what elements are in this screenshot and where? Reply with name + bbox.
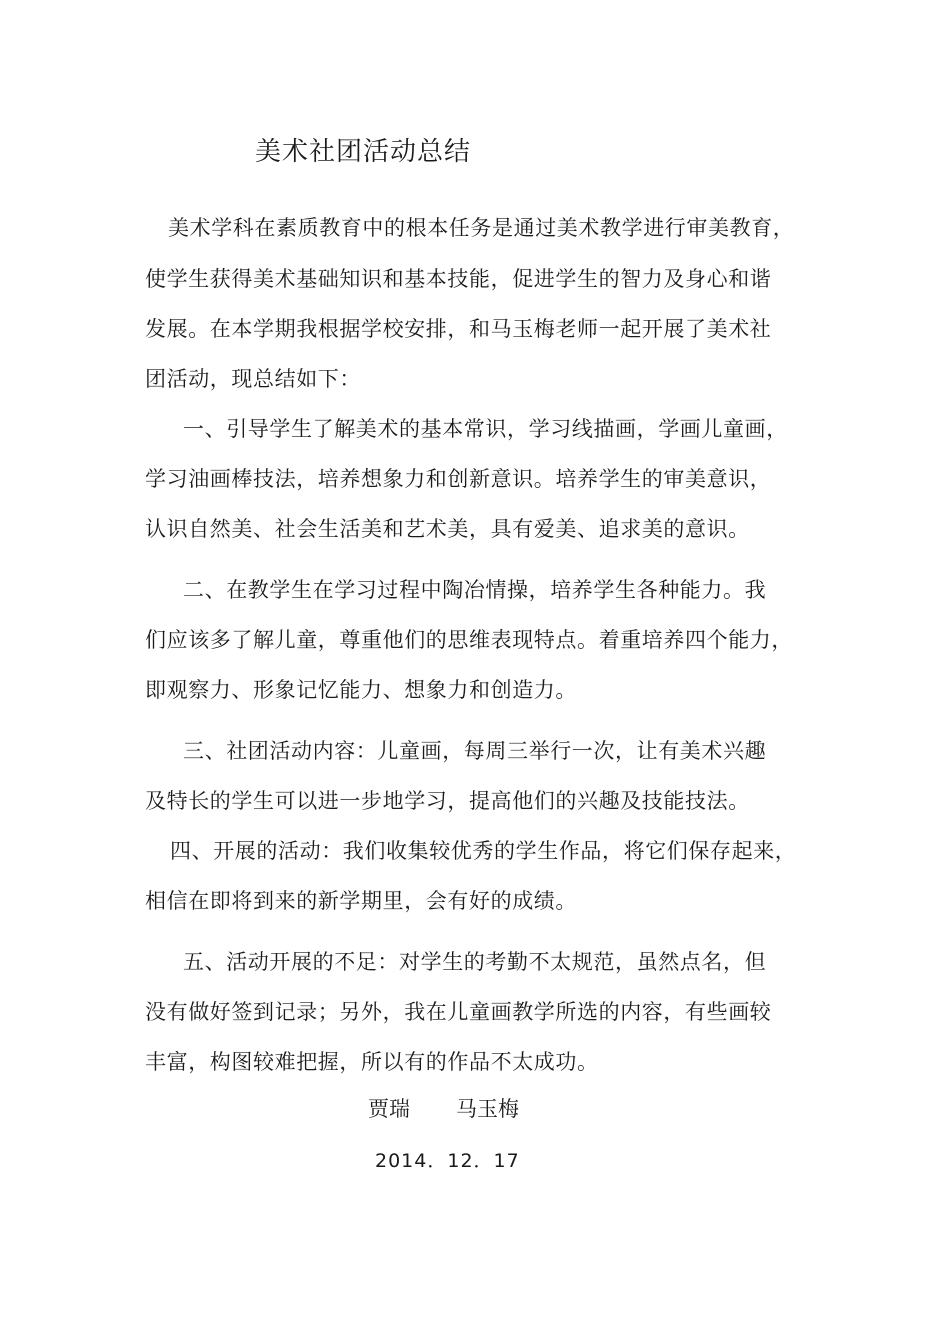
body-line: 使学生获得美术基础知识和基本技能，促进学生的智力及身心和谐 <box>145 267 772 291</box>
body-line: 团活动，现总结如下： <box>145 367 361 391</box>
body-line: 美术学科在素质教育中的根本任务是通过美术教学进行审美教育， <box>168 216 795 240</box>
body-line: 相信在即将到来的新学期里，会有好的成绩。 <box>145 889 577 913</box>
body-line: 即观察力、形象记忆能力、想象力和创造力。 <box>145 678 577 702</box>
body-line: 们应该多了解儿童，尊重他们的思维表现特点。着重培养四个能力， <box>145 628 793 652</box>
body-line: 学习油画棒技法，培养想象力和创新意识。培养学生的审美意识， <box>145 467 772 491</box>
document-title: 美术社团活动总结 <box>255 137 472 167</box>
body-line: 四、开展的活动：我们收集较优秀的学生作品，将它们保存起来， <box>170 839 797 863</box>
body-line: 没有做好签到记录；另外，我在儿童画教学所选的内容，有些画较 <box>145 1000 772 1024</box>
body-line: 一、引导学生了解美术的基本常识，学习线描画，学画儿童画， <box>183 417 788 441</box>
signature-name-1: 贾瑞 <box>368 1097 410 1121</box>
document-date: 2014．12．17 <box>375 1150 520 1172</box>
body-line: 丰富，构图较难把握，所以有的作品不太成功。 <box>145 1050 599 1074</box>
body-line: 发展。在本学期我根据学校安排，和马玉梅老师一起开展了美术社 <box>145 317 772 341</box>
body-line: 认识自然美、社会生活美和艺术美，具有爱美、追求美的意识。 <box>145 517 750 541</box>
body-line: 二、在教学生在学习过程中陶冶情操，培养学生各种能力。我 <box>183 578 767 602</box>
body-line: 及特长的学生可以进一步地学习，提高他们的兴趣及技能技法。 <box>145 789 750 813</box>
body-line: 五、活动开展的不足：对学生的考勤不太规范，虽然点名，但 <box>183 950 767 974</box>
body-line: 三、社团活动内容：儿童画，每周三举行一次，让有美术兴趣 <box>183 739 767 763</box>
signature-name-2: 马玉梅 <box>456 1097 519 1121</box>
